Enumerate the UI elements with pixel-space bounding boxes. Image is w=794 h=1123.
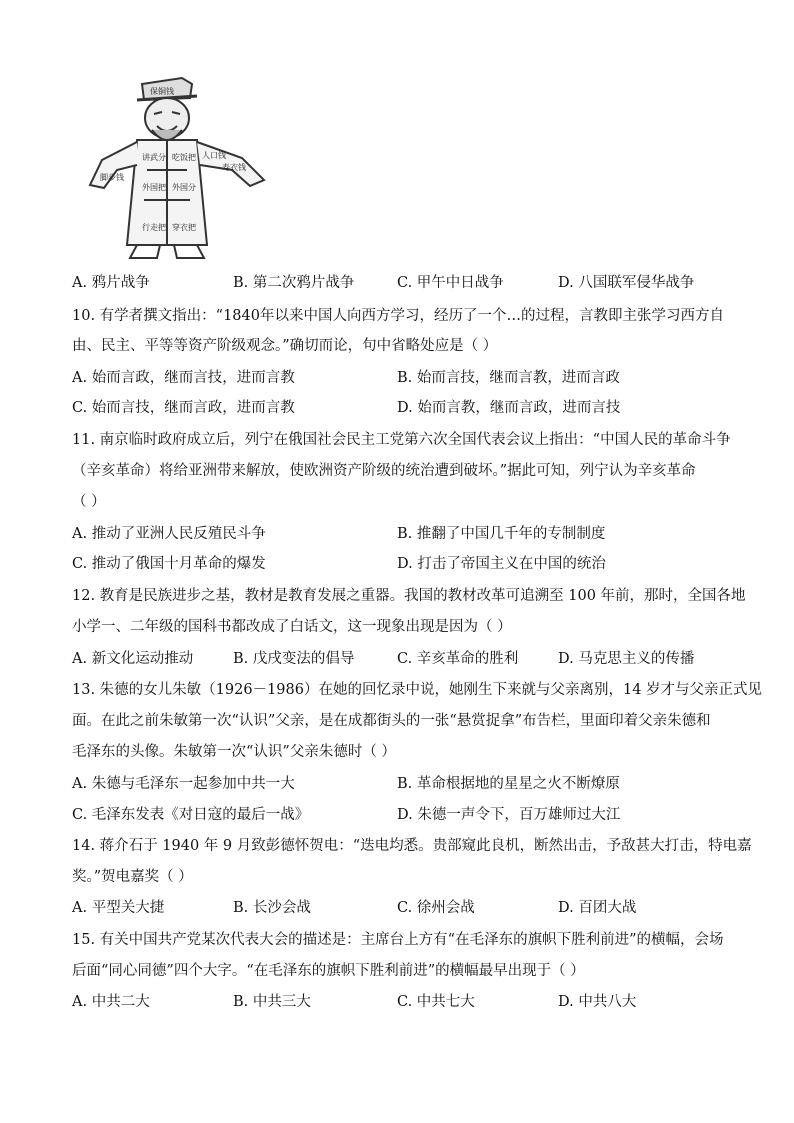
q13-option-d: D. 朱德一声令下，百万雄师过大江 xyxy=(397,807,621,823)
q13-stem-line-2: 面。在此之前朱敏第一次“认识”父亲，是在成都街头的一张“悬赏捉拿”布告栏，里面印着父亲朱德和 xyxy=(72,713,711,729)
q9-option-d: D. 八国联军侵华战争 xyxy=(558,275,695,291)
q9-option-b: B. 第二次鸦片战争 xyxy=(233,275,355,291)
q10-option-c: C. 始而言技，继而言政，进而言教 xyxy=(72,400,295,416)
q13-option-c: C. 毛泽东发表《对日寇的最后一战》 xyxy=(72,807,310,823)
q13-stem-line-3: 毛泽东的头像。朱敏第一次“认识”父亲朱德时（ ） xyxy=(72,744,396,760)
q14-option-b: B. 长沙会战 xyxy=(233,900,311,916)
q11-option-a: A. 推动了亚洲人民反殖民斗争 xyxy=(72,526,266,542)
figure-label-1: 讲武分 xyxy=(142,153,166,162)
q11-option-b: B. 推翻了中国几千年的专制制度 xyxy=(397,526,606,542)
cartoon-figure-image xyxy=(82,70,272,265)
q12-option-c: C. 辛亥革命的胜利 xyxy=(397,651,519,667)
q13-stem-line-1: 13. 朱德的女儿朱敏（1926－1986）在她的回忆录中说，她刚生下来就与父亲离别，14 岁才与父亲正式见 xyxy=(72,682,763,698)
q15-stem-line-1: 15. 有关中国共产党某次代表大会的描述是：主席台上方有“在毛泽东的旗帜下胜利前进”的横幅，会场 xyxy=(72,932,724,948)
q11-stem-line-3: （ ） xyxy=(72,494,106,510)
figure-label-3: 行走把 xyxy=(142,223,166,232)
q10-option-b: B. 始而言技，继而言教，进而言政 xyxy=(397,370,620,386)
q13-option-b: B. 革命根据地的星星之火不断燎原 xyxy=(397,776,620,792)
figure-label-7: 人口钱 xyxy=(202,151,226,160)
figure-label-2: 吃饭把 xyxy=(172,153,196,162)
q14-option-a: A. 平型关大捷 xyxy=(72,900,165,916)
q15-option-d: D. 中共八大 xyxy=(558,994,637,1010)
q11-option-c: C. 推动了俄国十月革命的爆发 xyxy=(72,556,266,572)
q9-option-c: C. 甲午中日战争 xyxy=(397,275,504,291)
q12-option-a: A. 新文化运动推动 xyxy=(72,651,194,667)
q10-option-d: D. 始而言教，继而言政，进而言技 xyxy=(397,400,621,416)
q11-stem-line-2: （辛亥革命）将给亚洲带来解放，使欧洲资产阶级的统治遭到破坏。”据此可知，列宁认为辛亥革命 xyxy=(72,463,696,479)
q12-option-b: B. 戊戌变法的倡导 xyxy=(233,651,355,667)
q12-stem-line-2: 小学一、二年级的国科书都改成了白话文，这一现象出现是因为（ ） xyxy=(72,619,512,635)
q14-option-d: D. 百团大战 xyxy=(558,900,637,916)
figure-label-8: 寿衣钱 xyxy=(222,163,246,172)
q12-stem-line-1: 12. 教育是民族进步之基，教材是教育发展之重器。我国的教材改革可追溯至 100 年前，那时，全国各地 xyxy=(72,588,746,604)
q15-stem-line-2: 后面“同心同德”四个大字。“在毛泽东的旗帜下胜利前进”的横幅最早出现于（ ） xyxy=(72,963,585,979)
q12-option-d: D. 马克思主义的传播 xyxy=(558,651,695,667)
figure-label-9: 脚步钱 xyxy=(100,173,124,182)
q15-option-b: B. 中共三大 xyxy=(233,994,311,1010)
q13-option-a: A. 朱德与毛泽东一起参加中共一大 xyxy=(72,776,295,792)
q15-option-a: A. 中共二大 xyxy=(72,994,150,1010)
q10-option-a: A. 始而言政，继而言技，进而言教 xyxy=(72,370,295,386)
q14-stem-line-2: 奖。”贺电嘉奖（ ） xyxy=(72,869,193,885)
q9-option-a: A. 鸦片战争 xyxy=(72,275,150,291)
q14-stem-line-1: 14. 蒋介石于 1940 年 9 月致彭德怀贺电：“迭电均悉。贵部窥此良机，断然出击，予敌甚大打击，特电嘉 xyxy=(72,838,752,854)
q14-option-c: C. 徐州会战 xyxy=(397,900,475,916)
q10-stem-line-1: 10. 有学者撰文指出：“1840年以来中国人向西方学习，经历了一个…的过程，言教即主张学习西方自 xyxy=(72,308,724,324)
q11-stem-line-1: 11. 南京临时政府成立后，列宁在俄国社会民主工党第六次全国代表会议上指出：“中国人民的革命斗争 xyxy=(72,432,731,448)
q11-option-d: D. 打击了帝国主义在中国的统治 xyxy=(397,556,606,572)
figure-label-5: 外国把 xyxy=(142,183,166,192)
figure-label-hat: 保铜钱 xyxy=(150,87,174,96)
figure-label-4: 穿衣把 xyxy=(172,223,196,232)
q15-option-c: C. 中共七大 xyxy=(397,994,475,1010)
q10-stem-line-2: 由、民主、平等等资产阶级观念。”确切而论，句中省略处应是（ ） xyxy=(72,338,498,354)
figure-label-6: 外国分 xyxy=(172,183,196,192)
